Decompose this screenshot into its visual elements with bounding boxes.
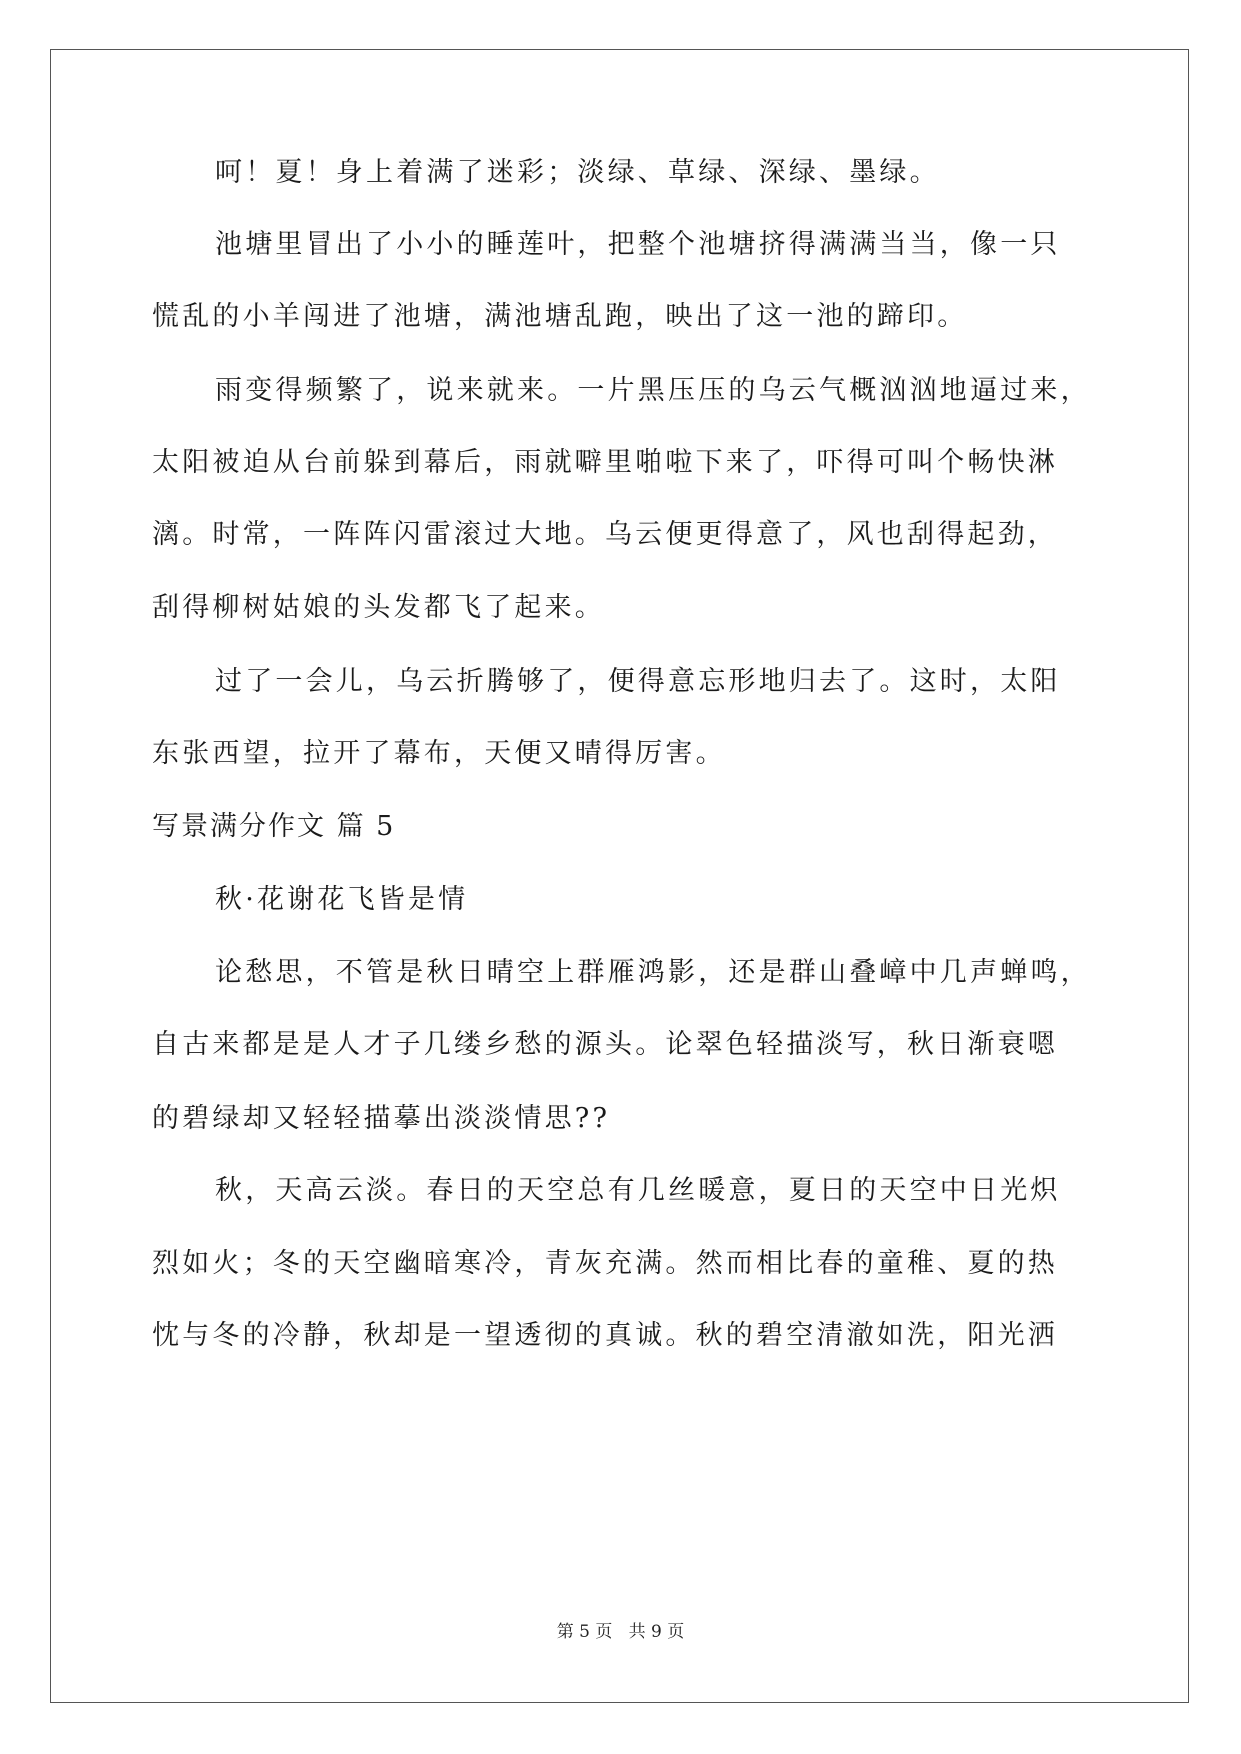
paragraph-line: 雨变得频繁了，说来就来。一片黑压压的乌云气概汹汹地逼过来， (215, 375, 1091, 406)
paragraph-line: 太阳被迫从台前躲到幕后，雨就噼里啪啦下来了，吓得可叫个畅快淋 (152, 447, 1058, 478)
paragraph-line: 论愁思，不管是秋日晴空上群雁鸿影，还是群山叠嶂中几声蝉鸣， (215, 957, 1091, 988)
paragraph-line: 东张西望，拉开了幕布，天便又晴得厉害。 (152, 738, 726, 769)
paragraph-line: 的碧绿却又轻轻描摹出淡淡情思?? (152, 1103, 611, 1134)
essay-title: 秋·花谢花飞皆是情 (215, 884, 469, 915)
paragraph-line: 过了一会儿，乌云折腾够了，便得意忘形地归去了。这时，太阳 (215, 666, 1061, 697)
paragraph-line: 池塘里冒出了小小的睡莲叶，把整个池塘挤得满满当当，像一只 (215, 229, 1061, 260)
page-number: 第 5 页 共 9 页 (556, 1622, 685, 1642)
paragraph-line: 刮得柳树姑娘的头发都飞了起来。 (152, 592, 605, 623)
paragraph-line: 忱与冬的冷静，秋却是一望透彻的真诚。秋的碧空清澈如洗，阳光洒 (152, 1320, 1058, 1351)
page-footer (0, 1620, 1241, 1644)
paragraph-line: 自古来都是是人才子几缕乡愁的源头。论翠色轻描淡写，秋日渐衰嗯 (152, 1029, 1058, 1060)
section-heading: 写景满分作文 篇 5 (152, 811, 396, 842)
paragraph-line: 呵！夏！身上着满了迷彩；淡绿、草绿、深绿、墨绿。 (215, 157, 940, 188)
paragraph-line: 慌乱的小羊闯进了池塘，满池塘乱跑，映出了这一池的蹄印。 (152, 301, 968, 332)
paragraph-line: 漓。时常，一阵阵闪雷滚过大地。乌云便更得意了，风也刮得起劲， (152, 519, 1058, 550)
paragraph-line: 秋，天高云淡。春日的天空总有几丝暖意，夏日的天空中日光炽 (215, 1175, 1061, 1206)
page-border (50, 49, 1189, 1703)
paragraph-line: 烈如火；冬的天空幽暗寒冷，青灰充满。然而相比春的童稚、夏的热 (152, 1248, 1058, 1279)
